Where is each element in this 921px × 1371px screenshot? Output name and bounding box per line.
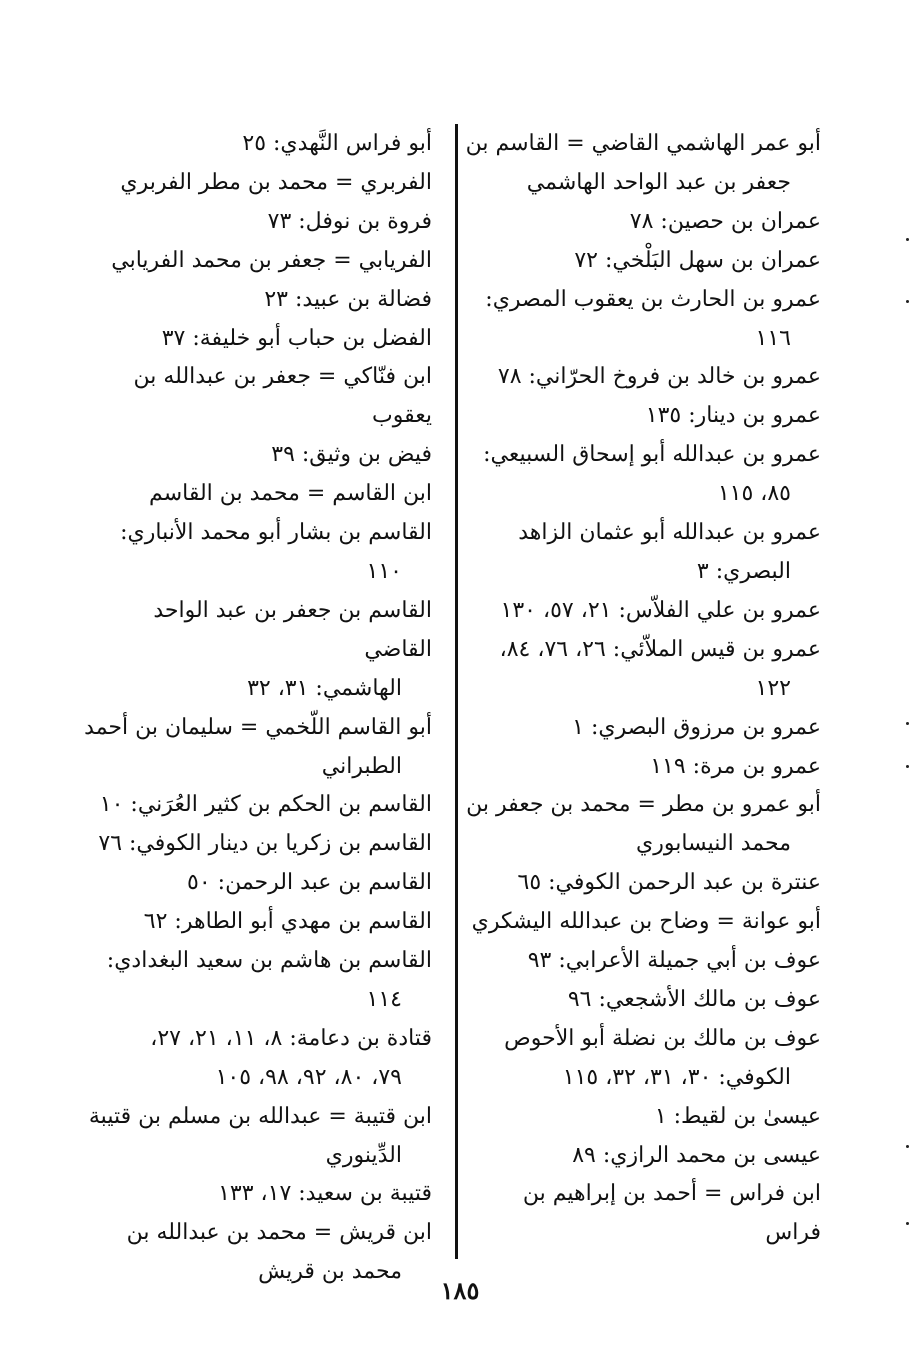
scan-speck bbox=[906, 238, 909, 241]
index-entry-text: الفربري = محمد بن مطر الفربري bbox=[120, 169, 432, 195]
column-divider bbox=[455, 124, 458, 1259]
index-entry-continuation: ١٢٢ bbox=[755, 675, 791, 701]
index-entry-text: فضالة بن عبيد: ٢٣ bbox=[264, 286, 432, 312]
index-entry-text: عوف بن مالك بن نضلة أبو الأحوص bbox=[504, 1025, 821, 1051]
index-entry bbox=[80, 903, 432, 942]
index-entry bbox=[465, 631, 821, 709]
index-entry bbox=[465, 1098, 821, 1137]
index-entry bbox=[465, 709, 821, 748]
index-entry-text: فروة بن نوفل: ٧٣ bbox=[267, 208, 432, 234]
index-entry-text: ابن فنّاكي = جعفر بن عبدالله بن يعقوب bbox=[133, 364, 432, 429]
index-entry bbox=[80, 592, 432, 709]
index-entry-continuation: الهاشمي: ٣١، ٣٢ bbox=[247, 675, 402, 701]
scan-speck bbox=[906, 765, 909, 768]
index-entry-text: عمرو بن دينار: ١٣٥ bbox=[645, 403, 821, 429]
index-entry bbox=[80, 203, 432, 242]
index-entry-text: عوف بن مالك الأشجعي: ٩٦ bbox=[567, 986, 821, 1012]
index-entry-continuation: ١١٠ bbox=[366, 558, 402, 584]
index-column-left bbox=[80, 125, 432, 1292]
page-number: ١٨٥ bbox=[440, 1276, 480, 1305]
scan-speck bbox=[906, 722, 909, 725]
index-entry-text: عمران بن سهل البَلْخي: ٧٢ bbox=[574, 247, 821, 273]
index-entry bbox=[465, 786, 821, 864]
index-entry-text: قتادة بن دعامة: ٨، ١١، ٢١، ٢٧، bbox=[150, 1025, 432, 1051]
index-entry bbox=[465, 203, 821, 242]
index-entry-continuation: ١١٤ bbox=[366, 986, 402, 1012]
index-entry-text: أبو القاسم اللّخمي = سليمان بن أحمد bbox=[84, 714, 432, 740]
index-entry bbox=[465, 397, 821, 436]
index-entry bbox=[80, 281, 432, 320]
index-entry bbox=[465, 1020, 821, 1098]
index-entry bbox=[80, 164, 432, 203]
index-entry-text: فيض بن وثيق: ٣٩ bbox=[271, 442, 432, 468]
index-entry bbox=[465, 1175, 821, 1253]
index-entry-text: عمرو بن مرزوق البصري: ١ bbox=[572, 714, 821, 740]
index-entry-continuation: البصري: ٣ bbox=[696, 558, 791, 584]
index-column-right bbox=[465, 125, 821, 1253]
scan-speck bbox=[906, 1222, 909, 1225]
index-entry bbox=[80, 864, 432, 903]
index-entry bbox=[465, 903, 821, 942]
index-entry-text: الفريابي = جعفر بن محمد الفريابي bbox=[111, 247, 432, 273]
index-entry-text: عمرو بن عبدالله أبو إسحاق السبيعي: bbox=[483, 442, 821, 468]
index-entry bbox=[465, 864, 821, 903]
index-entry bbox=[465, 281, 821, 359]
scan-speck bbox=[906, 1145, 909, 1148]
index-entry-text: القاسم بن مهدي أبو الطاهر: ٦٢ bbox=[143, 909, 432, 935]
index-entry bbox=[465, 592, 821, 631]
index-entry bbox=[465, 748, 821, 787]
scan-speck bbox=[906, 300, 909, 303]
index-entry bbox=[80, 358, 432, 436]
index-entry bbox=[465, 358, 821, 397]
index-entry bbox=[80, 125, 432, 164]
index-entry bbox=[80, 709, 432, 787]
index-entry bbox=[465, 125, 821, 203]
index-entry bbox=[80, 320, 432, 359]
index-entry-text: ابن القاسم = محمد بن القاسم bbox=[149, 481, 432, 507]
index-entry-continuation: محمد النيسابوري bbox=[636, 831, 791, 857]
index-entry-continuation: محمد بن قريش bbox=[258, 1259, 402, 1285]
index-entry-text: أبو فراس النَّهدي: ٢٥ bbox=[242, 131, 432, 156]
index-entry bbox=[80, 786, 432, 825]
index-entry bbox=[80, 825, 432, 864]
index-entry bbox=[465, 514, 821, 592]
index-entry-text: عيسى بن محمد الرازي: ٨٩ bbox=[572, 1142, 821, 1168]
index-entry bbox=[80, 942, 432, 1020]
index-entry-text: ابن فراس = أحمد بن إبراهيم بن فراس bbox=[522, 1181, 821, 1246]
index-entry bbox=[80, 242, 432, 281]
index-entry-text: قتيبة بن سعيد: ١٧، ١٣٣ bbox=[218, 1181, 432, 1207]
index-entry-continuation: جعفر بن عبد الواحد الهاشمي bbox=[526, 169, 791, 195]
index-entry-text: القاسم بن زكريا بن دينار الكوفي: ٧٦ bbox=[98, 831, 432, 857]
index-entry bbox=[465, 242, 821, 281]
index-entry-text: القاسم بن جعفر بن عبد الواحد القاضي bbox=[153, 597, 432, 662]
index-entry-continuation: الطبراني bbox=[321, 753, 402, 779]
index-entry bbox=[465, 942, 821, 981]
index-entry bbox=[80, 436, 432, 475]
index-entry bbox=[465, 436, 821, 514]
index-entry-continuation: الدِّينوري bbox=[325, 1142, 402, 1168]
index-entry-text: أبو عوانة = وضاح بن عبدالله اليشكري bbox=[471, 909, 821, 935]
index-entry-text: القاسم بن هاشم بن سعيد البغدادي: bbox=[106, 948, 432, 974]
index-entry-text: عمرو بن خالد بن فروخ الحرّاني: ٧٨ bbox=[497, 364, 821, 390]
index-entry-text: عمرو بن مرة: ١١٩ bbox=[650, 753, 821, 779]
index-entry-continuation: ٨٥، ١١٥ bbox=[717, 481, 791, 507]
index-entry-text: عوف بن أبي جميلة الأعرابي: ٩٣ bbox=[527, 948, 821, 974]
index-entry-text: أبو عمرو بن مطر = محمد بن جعفر بن bbox=[466, 792, 821, 818]
index-entry-continuation: ٧٩، ٨٠، ٩٢، ٩٨، ١٠٥ bbox=[215, 1064, 402, 1090]
index-entry bbox=[80, 1175, 432, 1214]
index-entry-text: ابن قريش = محمد بن عبدالله بن bbox=[126, 1220, 432, 1246]
index-entry bbox=[80, 1020, 432, 1098]
index-entry-continuation: الكوفي: ٣٠، ٣١، ٣٢، ١١٥ bbox=[562, 1064, 791, 1090]
index-entry-text: الفضل بن حباب أبو خليفة: ٣٧ bbox=[161, 325, 432, 351]
index-entry-continuation: ١١٦ bbox=[755, 325, 791, 351]
index-entry bbox=[465, 1137, 821, 1176]
index-entry-text: عمرو بن عبدالله أبو عثمان الزاهد bbox=[518, 520, 821, 546]
index-entry-text: عنترة بن عبد الرحمن الكوفي: ٦٥ bbox=[517, 870, 821, 896]
index-entry-text: عمرو بن الحارث بن يعقوب المصري: bbox=[485, 286, 821, 312]
index-entry-text: عيسىٰ بن لقيط: ١ bbox=[654, 1103, 821, 1129]
index-entry-text: عمرو بن علي الفلاّس: ٢١، ٥٧، ١٣٠ bbox=[500, 597, 821, 623]
index-entry-text: القاسم بن عبد الرحمن: ٥٠ bbox=[187, 870, 432, 896]
index-entry bbox=[80, 1098, 432, 1176]
index-entry-text: عمرو بن قيس الملاّئي: ٢٦، ٧٦، ٨٤، bbox=[499, 636, 821, 662]
index-entry bbox=[80, 514, 432, 592]
index-entry-text: القاسم بن بشار أبو محمد الأنباري: bbox=[120, 520, 432, 546]
index-entry-text: القاسم بن الحكم بن كثير العُرَني: ١٠ bbox=[99, 792, 432, 818]
index-entry-text: ابن قتيبة = عبدالله بن مسلم بن قتيبة bbox=[88, 1103, 432, 1129]
index-entry-text: عمران بن حصين: ٧٨ bbox=[629, 208, 821, 234]
index-entry bbox=[465, 981, 821, 1020]
index-entry-text: أبو عمر الهاشمي القاضي = القاسم بن bbox=[465, 131, 821, 156]
index-entry bbox=[80, 475, 432, 514]
